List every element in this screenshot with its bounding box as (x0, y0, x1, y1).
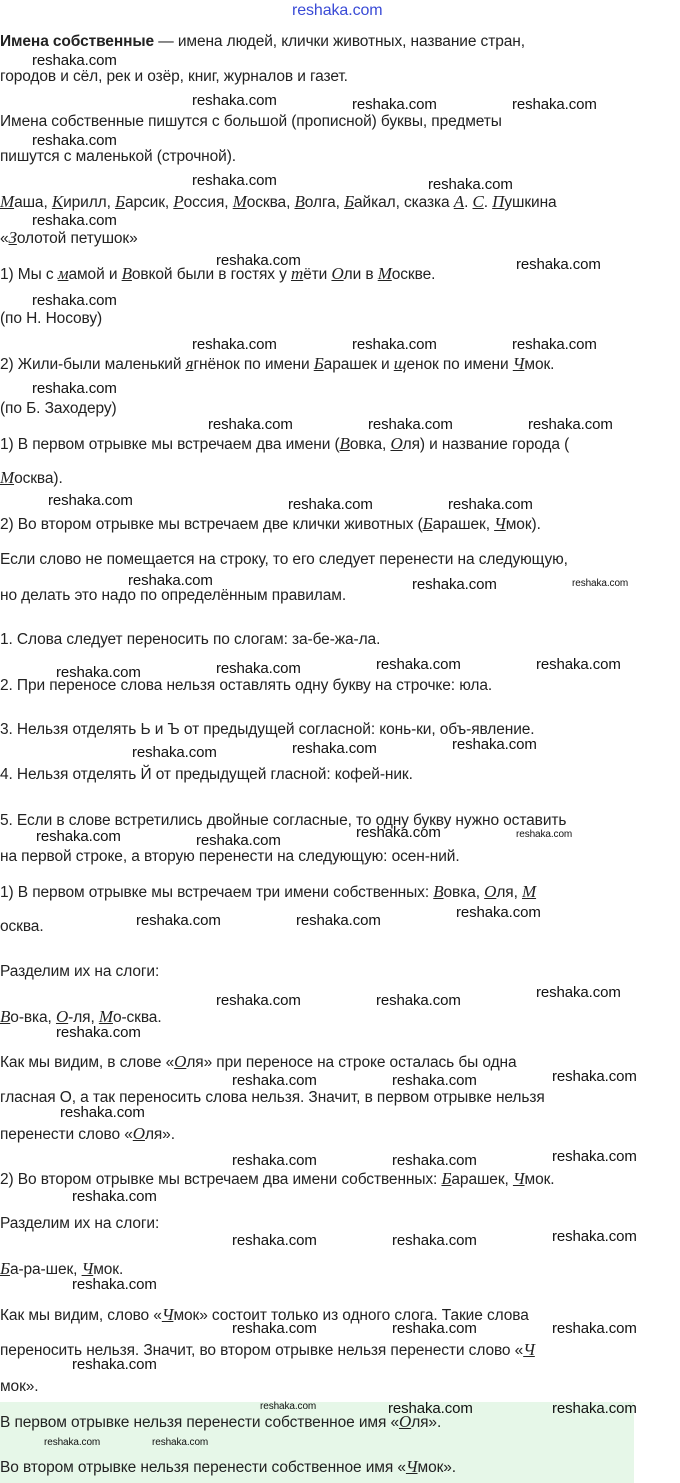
part-1-conclusion: гласная О, а так переносить слова нельзя. Значит, в первом отрывке нельзя (0, 1089, 545, 1106)
part-2-conclusion: Как мы видим, слово «Чмок» состоит только из одного слога. Такие слова (0, 1305, 529, 1324)
watermark: reshaka.com (352, 336, 437, 353)
watermark: reshaka.com (232, 1320, 317, 1337)
watermark: reshaka.com (288, 496, 373, 513)
watermark: reshaka.com (132, 744, 217, 761)
excerpt-1: 1) Мы с мамой и Вовкой были в гостях у тёти Оли в Москве. (0, 264, 436, 283)
watermark: reshaka.com (536, 656, 621, 673)
answer-line: В первом отрывке нельзя перенести собственное имя «Оля». (0, 1412, 442, 1431)
watermark: reshaka.com (552, 1320, 637, 1337)
watermark: reshaka.com (216, 660, 301, 677)
part-2-conclusion: мок». (0, 1378, 39, 1395)
watermark: reshaka.com (292, 740, 377, 757)
examples-line: «Золотой петушок» (0, 228, 138, 247)
watermark: reshaka.com (552, 1400, 637, 1417)
watermark: reshaka.com (216, 992, 301, 1009)
part-1-line: 1) В первом отрывке мы встречаем три имени собственных: Вовка, Оля, М (0, 882, 537, 901)
watermark: reshaka.com (32, 380, 117, 397)
rule-item: на первой строке, а вторую перенести на следующую: осен-ний. (0, 848, 460, 865)
definition-line: городов и сёл, рек и озёр, книг, журналов и газет. (0, 68, 348, 85)
watermark: reshaka.com (32, 132, 117, 149)
watermark: reshaka.com (48, 492, 133, 509)
excerpt-2: 2) Жили-были маленький ягнёнок по имени Барашек и щенок по имени Чмок. (0, 354, 555, 373)
watermark: reshaka.com (136, 912, 221, 929)
watermark: reshaka.com (72, 1276, 157, 1293)
watermark: reshaka.com (208, 416, 293, 433)
part-1-conclusion: перенести слово «Оля». (0, 1124, 175, 1143)
part-2-syllables: Ба-ра-шек, Чмок. (0, 1259, 124, 1278)
term: Имена собственные (0, 33, 155, 50)
watermark: reshaka.com (392, 1152, 477, 1169)
watermark: reshaka.com (192, 92, 277, 109)
watermark: reshaka.com (392, 1320, 477, 1337)
transfer-line: Если слово не помещается на строку, то его следует перенести на следующую, (0, 551, 568, 568)
analysis-1-cont: Москва). (0, 468, 63, 487)
watermark: reshaka.com (232, 1152, 317, 1169)
watermark: reshaka.com (512, 336, 597, 353)
watermark: reshaka.com (392, 1072, 477, 1089)
part-2-divide: Разделим их на слоги: (0, 1215, 160, 1232)
rule-item: 5. Если в слове встретились двойные согласные, то одну букву нужно оставить (0, 812, 567, 829)
watermark: reshaka.com (296, 912, 381, 929)
watermark: reshaka.com (572, 578, 629, 589)
transfer-line: но делать это надо по определённым правилам. (0, 587, 347, 604)
part-1-conclusion: Как мы видим, в слове «Оля» при переносе на строке осталась бы одна (0, 1052, 517, 1071)
watermark: reshaka.com (536, 984, 621, 1001)
watermark: reshaka.com (128, 572, 213, 589)
watermark: reshaka.com (192, 336, 277, 353)
examples-line: Маша, Кирилл, Барсик, Россия, Москва, Волга, Байкал, сказка А. С. Пушкина (0, 192, 557, 211)
rule-line: пишутся с маленькой (строчной). (0, 148, 236, 165)
watermark: reshaka.com (448, 496, 533, 513)
rule-item: 4. Нельзя отделять Й от предыдущей гласной: кофей-ник. (0, 766, 413, 783)
watermark: reshaka.com (516, 829, 573, 840)
watermark: reshaka.com (428, 176, 513, 193)
watermark: reshaka.com (392, 1232, 477, 1249)
watermark: reshaka.com (152, 1437, 209, 1448)
analysis-2: 2) Во втором отрывке мы встречаем две клички животных (Барашек, Чмок). (0, 514, 541, 533)
watermark: reshaka.com (216, 252, 301, 269)
watermark: reshaka.com (412, 576, 497, 593)
watermark: reshaka.com (232, 1232, 317, 1249)
watermark: reshaka.com (32, 292, 117, 309)
part-2-line: 2) Во втором отрывке мы встречаем два имени собственных: Барашек, Чмок. (0, 1169, 555, 1188)
watermark: reshaka.com (260, 1401, 317, 1412)
watermark: reshaka.com (356, 824, 441, 841)
watermark: reshaka.com (552, 1228, 637, 1245)
watermark: reshaka.com (32, 52, 117, 69)
watermark: reshaka.com (516, 256, 601, 273)
watermark: reshaka.com (36, 828, 121, 845)
watermark: reshaka.com (368, 416, 453, 433)
analysis-1: 1) В первом отрывке мы встречаем два имени (Вовка, Оля) и название города ( (0, 434, 570, 453)
watermark: reshaka.com (292, 2, 383, 19)
watermark: reshaka.com (512, 96, 597, 113)
rule-item: 1. Слова следует переносить по слогам: за-бе-жа-ла. (0, 631, 381, 648)
watermark: reshaka.com (72, 1188, 157, 1205)
part-1-syllables: Во-вка, О-ля, Мо-сква. (0, 1007, 162, 1026)
definition-line: Имена собственные — имена людей, клички животных, название стран, (0, 33, 525, 50)
part-2-conclusion: переносить нельзя. Значит, во втором отрывке нельзя перенести слово «Ч (0, 1340, 535, 1359)
watermark: reshaka.com (528, 416, 613, 433)
watermark: reshaka.com (352, 96, 437, 113)
watermark: reshaka.com (56, 664, 141, 681)
watermark: reshaka.com (56, 1024, 141, 1041)
watermark: reshaka.com (388, 1400, 473, 1417)
watermark: reshaka.com (452, 736, 537, 753)
part-1-line: осква. (0, 918, 44, 935)
rule-line: Имена собственные пишутся с большой (прописной) буквы, предметы (0, 113, 502, 130)
watermark: reshaka.com (192, 172, 277, 189)
excerpt-2-source: (по Б. Заходеру) (0, 400, 117, 417)
watermark: reshaka.com (32, 212, 117, 229)
watermark: reshaka.com (72, 1356, 157, 1373)
rule-item: 2. При переносе слова нельзя оставлять одну букву на строчке: юла. (0, 677, 493, 694)
part-1-divide: Разделим их на слоги: (0, 963, 160, 980)
watermark: reshaka.com (232, 1072, 317, 1089)
watermark: reshaka.com (376, 992, 461, 1009)
watermark: reshaka.com (60, 1104, 145, 1121)
watermark: reshaka.com (44, 1437, 101, 1448)
watermark: reshaka.com (376, 656, 461, 673)
watermark: reshaka.com (552, 1068, 637, 1085)
rule-item: 3. Нельзя отделять Ь и Ъ от предыдущей согласной: конь-ки, объ-явление. (0, 721, 535, 738)
watermark: reshaka.com (552, 1148, 637, 1165)
excerpt-1-source: (по Н. Носову) (0, 310, 103, 327)
watermark: reshaka.com (456, 904, 541, 921)
watermark: reshaka.com (196, 832, 281, 849)
answer-line: Во втором отрывке нельзя перенести собственное имя «Чмок». (0, 1457, 457, 1476)
